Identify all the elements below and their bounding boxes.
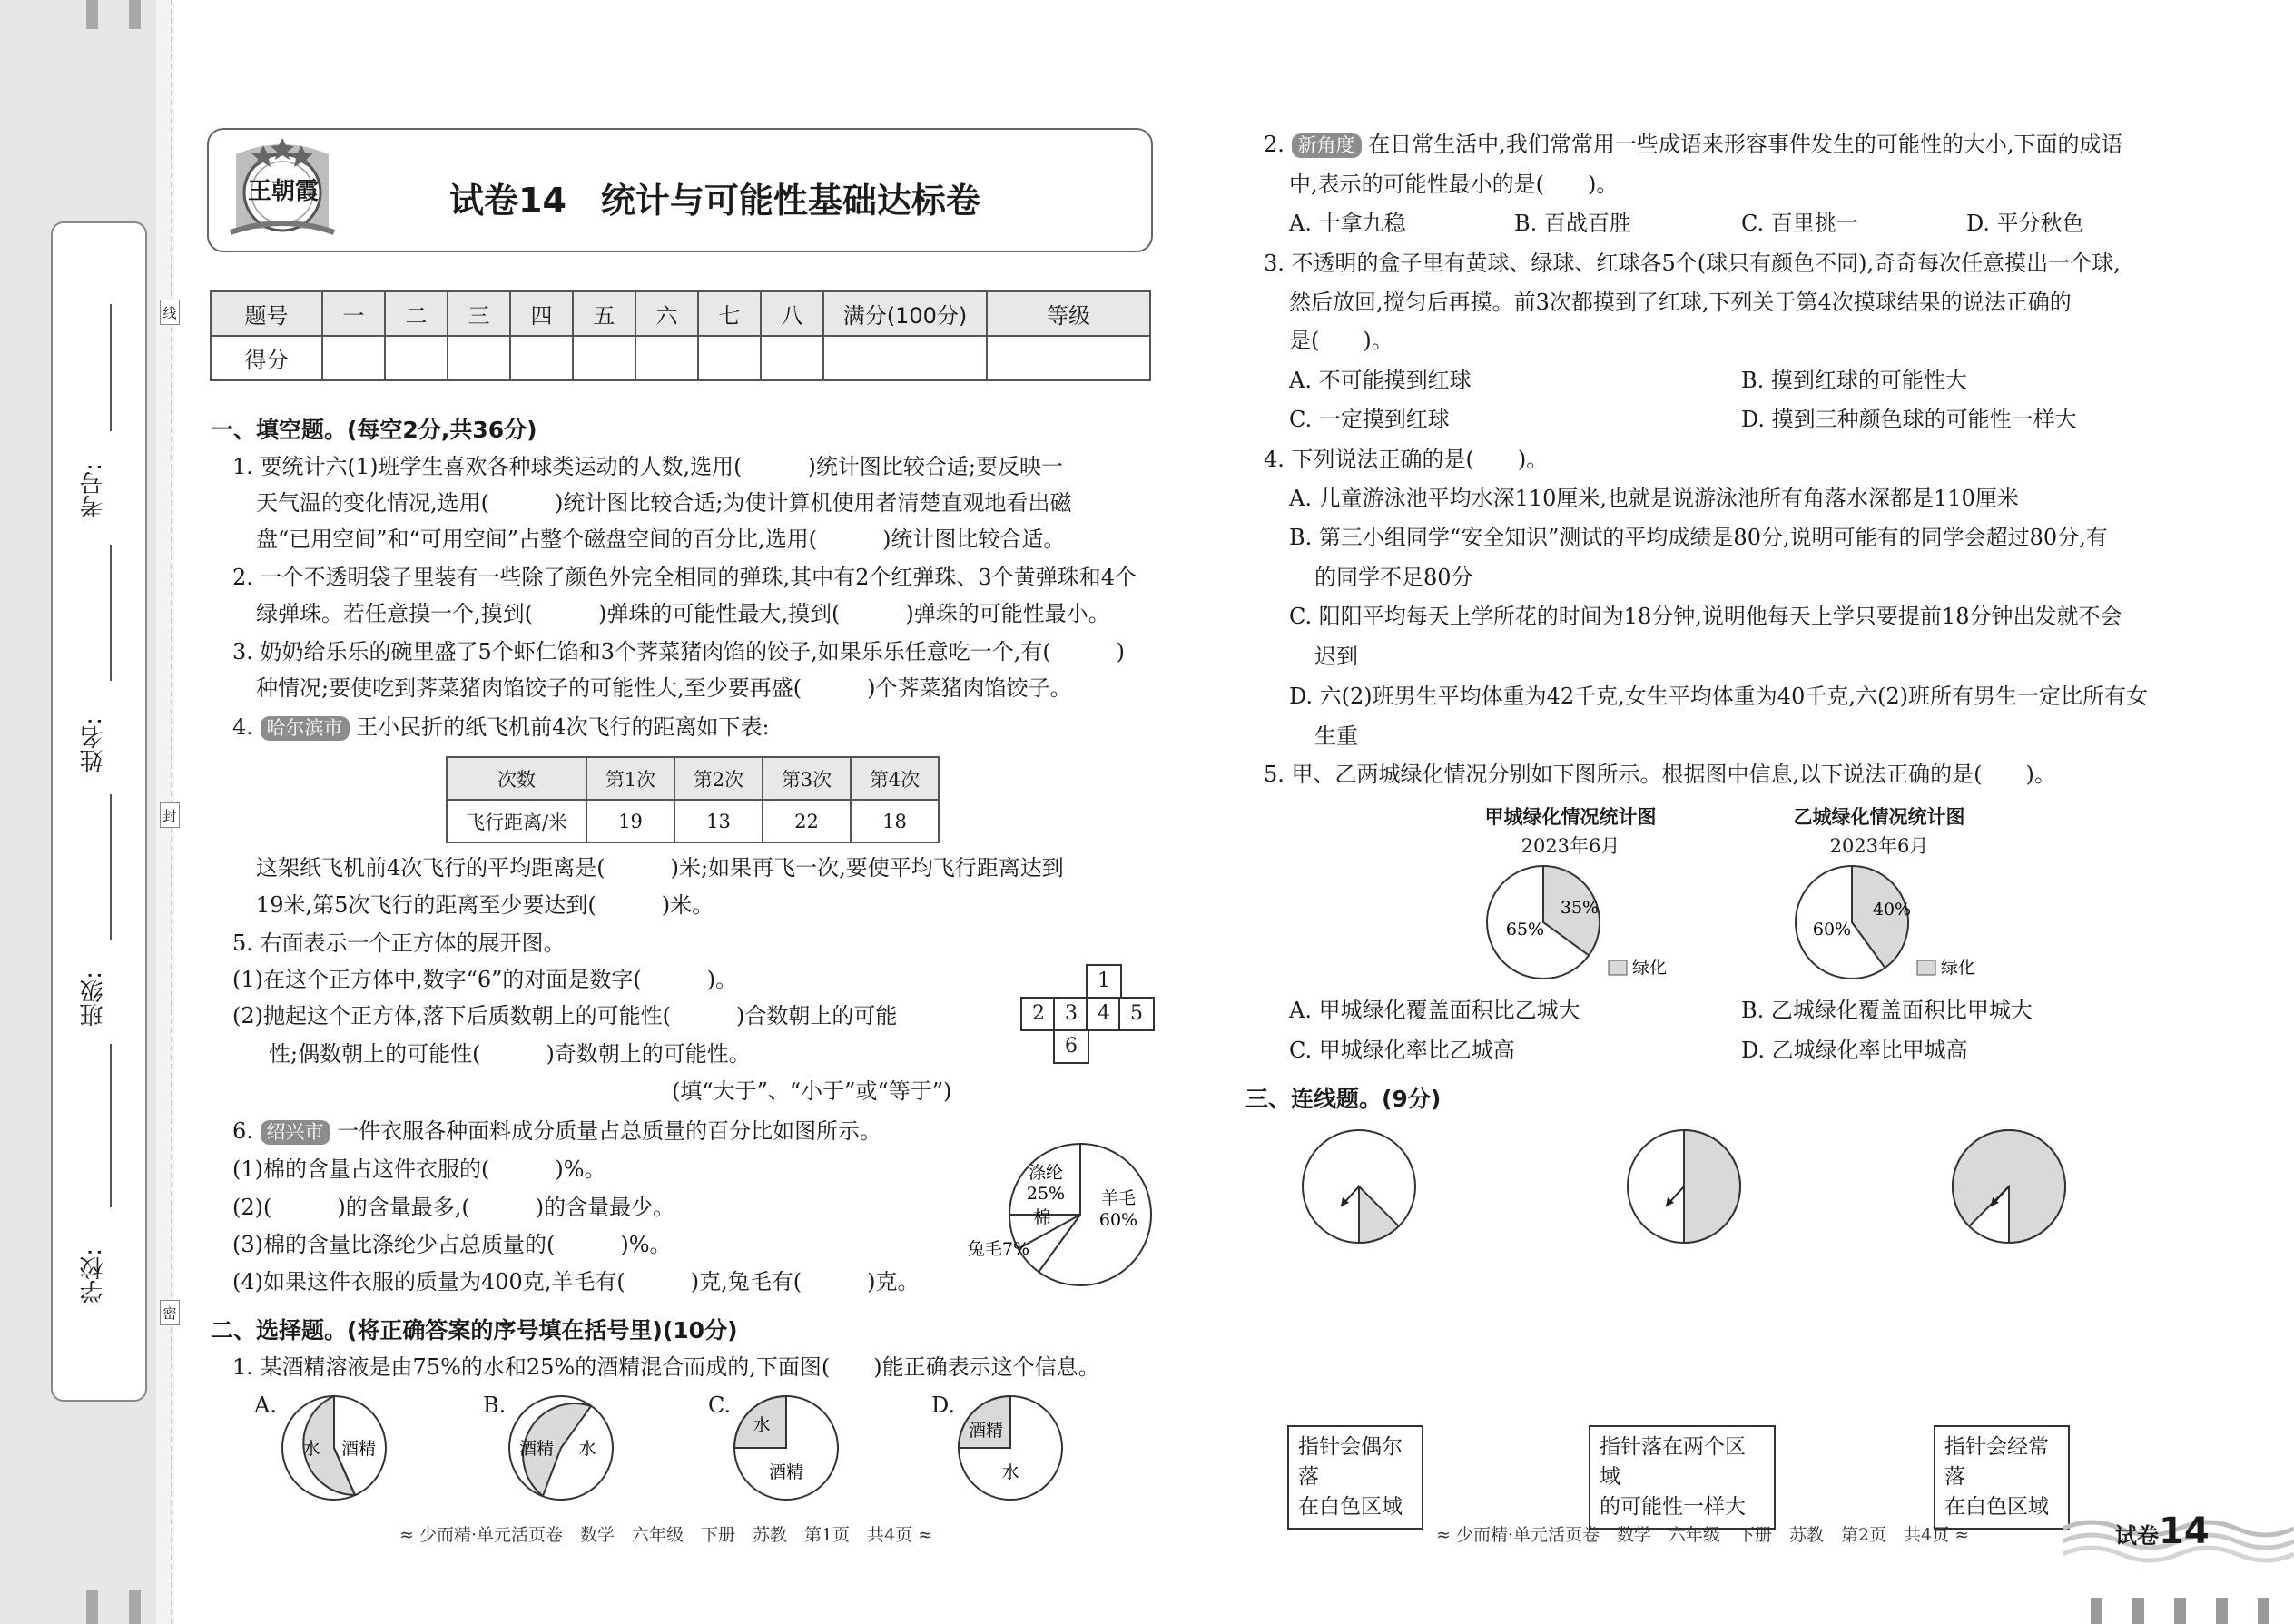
fabric-pie-chart <box>962 1142 1162 1314</box>
net-cell: 2 <box>1020 997 1057 1031</box>
match-box-line: 在白色区域 <box>1298 1495 1403 1519</box>
q6-number: 6. <box>232 1118 253 1144</box>
q6-item: (4)如果这件衣服的质量为400克,羊毛有( )克,兔毛有( )克。 <box>232 1269 920 1294</box>
q6-text: 一件衣服各种面料成分质量占总质量的百分比如图所示。 <box>337 1118 882 1144</box>
q6-item: (2)( )的含量最多,( )的含量最少。 <box>232 1195 675 1220</box>
q5-line: (2)抛起这个正方体,落下后质数朝上的可能性( )合数朝上的可能 <box>232 1003 898 1029</box>
s2-q5-line: 5. 甲、乙两城绿化情况分别如下图所示。根据图中信息,以下说法正确的是( )。 <box>1264 762 2056 787</box>
section3-heading: 三、连线题。(9分) <box>1245 1086 1442 1112</box>
match-box-3[interactable] <box>1934 1425 2070 1530</box>
cut-mark-secret: 密 <box>160 1300 180 1325</box>
option-letter-b: B. <box>483 1393 507 1418</box>
region-tag: 绍兴市 <box>261 1120 330 1145</box>
q4-number: 4. <box>232 714 253 740</box>
legend-label: 绿化 <box>1941 958 1976 978</box>
q1-line: 1. 要统计六(1)班学生喜欢各种球类运动的人数,选用( )统计图比较合适;要反映一 <box>232 454 1063 479</box>
school-field[interactable] <box>110 1044 112 1207</box>
flight-table <box>446 756 940 843</box>
score-header-cell: 七 <box>698 291 761 336</box>
q2-text: 在日常生活中,我们常常用一些成语来形容事件发生的可能性的大小,下面的成语 <box>1368 132 2123 157</box>
new-angle-tag: 新角度 <box>1292 133 1362 158</box>
edge-mark <box>86 0 98 29</box>
q4-line: 19米,第5次飞行的距离至少要达到( )米。 <box>256 892 714 918</box>
chart-title-b: 乙城绿化情况统计图 <box>1793 806 1965 828</box>
net-cell: 5 <box>1118 997 1155 1031</box>
score-header-cell: 四 <box>510 291 573 336</box>
q2-option: C. 百里挑一 <box>1741 211 1858 236</box>
name-field[interactable] <box>110 545 112 681</box>
region-tag: 哈尔滨市 <box>261 716 350 741</box>
q5-line: (1)在这个正方体中,数字“6”的对面是数字( )。 <box>232 967 738 992</box>
name-label: 姓名: <box>80 717 107 773</box>
class-field[interactable] <box>110 794 112 940</box>
score-table <box>210 290 1151 381</box>
edge-mark <box>129 0 141 29</box>
flight-header: 第2次 <box>674 757 763 800</box>
q5-option: D. 乙城绿化率比甲城高 <box>1741 1038 1968 1063</box>
exam-number-label: 考号: <box>80 463 107 518</box>
footer-left: ≈ 少而精·单元活页卷 数学 六年级 下册 苏教 第1页 共4页 ≈ <box>399 1525 933 1545</box>
option-letter-a: A. <box>254 1393 277 1418</box>
q2-line: 2. 一个不透明袋子里装有一些除了颜色外完全相同的弹珠,其中有2个红弹珠、3个黄弹珠和4个 <box>232 565 1137 590</box>
q4-line <box>232 716 770 741</box>
net-cell: 3 <box>1053 997 1089 1031</box>
match-box-line: 在白色区域 <box>1944 1495 2049 1519</box>
net-cell: 6 <box>1053 1029 1089 1064</box>
match-box-1[interactable] <box>1287 1425 1423 1530</box>
q5-option: C. 甲城绿化率比乙城高 <box>1289 1038 1515 1063</box>
option-b-pie <box>504 1391 618 1505</box>
q5-line: 性;偶数朝上的可能性( )奇数朝上的可能性。 <box>269 1041 751 1067</box>
score-cell[interactable] <box>573 336 635 380</box>
chart-title-a: 甲城绿化情况统计图 <box>1484 806 1657 828</box>
score-header-cell: 题号 <box>211 291 322 336</box>
edge-mark <box>2132 1598 2144 1624</box>
q4-option: A. 儿童游泳池平均水深110厘米,也就是说游泳池所有角落水深都是110厘米 <box>1289 486 2019 511</box>
q2-option: A. 十拿九稳 <box>1289 211 1406 236</box>
edge-mark <box>86 1590 98 1624</box>
chart-subtitle-a: 2023年6月 <box>1521 835 1620 857</box>
flight-header: 第3次 <box>763 757 851 800</box>
s2-q3-line: 3. 不透明的盒子里有黄球、绿球、红球各5个(球只有颜色不同),奇奇每次任意摸出一个球, <box>1264 251 2121 276</box>
q4-option: D. 六(2)班男生平均体重为42千克,女生平均体重为40千克,六(2)班所有男生一定比所有女 <box>1289 684 2148 709</box>
pie-label-alcohol: 酒精 <box>340 1439 377 1459</box>
score-cell[interactable] <box>761 336 823 380</box>
legend-swatch <box>1917 960 1935 975</box>
edge-mark <box>2091 1598 2102 1624</box>
q4-option: 生重 <box>1314 723 1358 749</box>
q3-option: B. 摸到红球的可能性大 <box>1741 368 1967 393</box>
score-header-cell: 六 <box>635 291 698 336</box>
option-a-pie <box>277 1391 391 1505</box>
pie-label-water: 水 <box>578 1439 596 1459</box>
score-header-cell: 满分(100分) <box>823 291 987 336</box>
score-cell[interactable] <box>510 336 573 380</box>
flight-header: 第1次 <box>586 757 674 800</box>
pie-label-rabbit: 兔毛7% <box>967 1239 1030 1259</box>
spinner-3 <box>1948 1126 2070 1247</box>
pie-label-water: 水 <box>753 1415 771 1435</box>
q6-line <box>232 1120 881 1145</box>
edge-mark <box>2174 1598 2186 1624</box>
match-box-line: 的可能性一样大 <box>1600 1495 1746 1519</box>
paper-label: 试卷 <box>2115 1523 2159 1549</box>
city-b-pie-chart <box>1794 859 2003 986</box>
score-cell[interactable] <box>322 336 385 380</box>
score-cell[interactable] <box>698 336 761 380</box>
q5-note: (填“大于”、“小于”或“等于”) <box>672 1078 952 1104</box>
s2-q2-line <box>1264 133 2122 158</box>
chart-subtitle-b: 2023年6月 <box>1829 835 1929 857</box>
page-title: 试卷14 统计与可能性基础达标卷 <box>449 181 980 221</box>
q1-line: 天气温的变化情况,选用( )统计图比较合适;为使计算机使用者清楚直观地看出磁 <box>256 490 1072 516</box>
legend-swatch <box>1609 960 1627 975</box>
score-cell[interactable] <box>635 336 698 380</box>
s2-q1-line: 1. 某酒精溶液是由75%的水和25%的酒精混合而成的,下面图( )能正确表示这个信息。 <box>232 1354 1100 1380</box>
city-a-pie-chart <box>1485 859 1694 986</box>
q6-item: (1)棉的含量占这件衣服的( )%。 <box>232 1156 606 1182</box>
s2-q3-line: 是( )。 <box>1289 328 1393 353</box>
match-box-line: 指针会偶尔落 <box>1298 1435 1403 1489</box>
flight-header: 第4次 <box>851 757 939 800</box>
flight-value: 13 <box>674 800 763 842</box>
section2-heading: 二、选择题。(将正确答案的序号填在括号里)(10分) <box>211 1317 738 1343</box>
pie-label-alcohol: 酒精 <box>968 1421 1004 1441</box>
score-cell[interactable] <box>385 336 448 380</box>
score-cell[interactable] <box>987 336 1150 380</box>
city-a-other-label: 65% <box>1505 920 1545 940</box>
net-cell: 4 <box>1086 997 1122 1031</box>
q4-option: B. 第三小组同学“安全知识”测试的平均成绩是80分,说明可能有的同学会超过80分,有 <box>1289 525 2108 550</box>
option-d-pie <box>953 1391 1068 1505</box>
q3-line: 种情况;要使吃到荠菜猪肉馅饺子的可能性大,至少要再盛( )个荠菜猪肉馅饺子。 <box>256 675 1072 701</box>
q2-line: 绿弹珠。若任意摸一个,摸到( )弹珠的可能性最大,摸到( )弹珠的可能性最小。 <box>256 601 1110 626</box>
q5-option: A. 甲城绿化覆盖面积比乙城大 <box>1289 998 1580 1023</box>
paper-number: 14 <box>2159 1511 2210 1552</box>
s2-q4-line: 4. 下列说法正确的是( )。 <box>1264 447 1549 472</box>
match-box-line: 指针落在两个区域 <box>1600 1435 1746 1489</box>
s2-q2-line: 中,表示的可能性最小的是( )。 <box>1289 172 1619 197</box>
student-info-panel <box>51 221 147 1402</box>
score-header-cell: 等级 <box>987 291 1150 336</box>
city-b-other-label: 60% <box>1812 920 1852 940</box>
score-row-label: 得分 <box>211 336 322 380</box>
exam-number-field[interactable] <box>110 304 112 431</box>
spinner-2 <box>1623 1126 1745 1247</box>
score-cell[interactable] <box>448 336 510 380</box>
flight-row-label: 飞行距离/米 <box>447 800 586 842</box>
q5-option: B. 乙城绿化覆盖面积比甲城大 <box>1741 998 2033 1023</box>
edge-mark <box>2216 1598 2228 1624</box>
score-header-cell: 三 <box>448 291 510 336</box>
pie-label-alcohol: 酒精 <box>768 1462 804 1482</box>
q2-option: B. 百战百胜 <box>1514 211 1631 236</box>
city-b-green-label: 40% <box>1872 900 1912 920</box>
pie-label-water: 水 <box>1001 1462 1019 1482</box>
net-cell: 1 <box>1086 964 1122 999</box>
q4-text: 王小民折的纸飞机前4次飞行的距离如下表: <box>356 714 770 740</box>
q3-option: C. 一定摸到红球 <box>1289 407 1450 432</box>
legend-label: 绿化 <box>1632 958 1668 978</box>
flight-value: 18 <box>851 800 939 842</box>
pie-label-cotton: 棉 <box>1033 1207 1051 1227</box>
match-box-line: 指针会经常落 <box>1944 1435 2049 1489</box>
pie-label-wool-pct: 60% <box>1098 1210 1138 1230</box>
spinner-1 <box>1298 1126 1420 1247</box>
q3-line: 3. 奶奶给乐乐的碗里盛了5个虾仁馅和3个荠菜猪肉馅的饺子,如果乐乐任意吃一个,有( ) <box>232 639 1126 664</box>
pie-label-polyester: 涤纶 <box>1028 1163 1064 1183</box>
paper-number-label <box>2115 1511 2210 1552</box>
cut-mark-seal: 封 <box>160 802 180 828</box>
pie-label-alcohol: 酒精 <box>518 1439 555 1459</box>
flight-value: 22 <box>763 800 851 842</box>
q4-option: 迟到 <box>1314 644 1358 669</box>
q2-option: D. 平分秋色 <box>1966 211 2084 236</box>
pie-label-wool: 羊毛 <box>1100 1188 1137 1208</box>
pie-label-water: 水 <box>302 1439 320 1459</box>
flight-header: 次数 <box>447 757 586 800</box>
score-header-cell: 五 <box>573 291 635 336</box>
q3-option: A. 不可能摸到红球 <box>1289 368 1472 393</box>
score-header-cell: 二 <box>385 291 448 336</box>
pie-label-polyester-pct: 25% <box>1026 1184 1066 1204</box>
q5-line: 5. 右面表示一个正方体的展开图。 <box>232 930 566 956</box>
cut-mark-line: 线 <box>160 300 180 325</box>
footer-right: ≈ 少而精·单元活页卷 数学 六年级 下册 苏教 第2页 共4页 ≈ <box>1436 1525 1970 1545</box>
option-letter-d: D. <box>931 1393 956 1418</box>
q2-number: 2. <box>1264 132 1285 157</box>
match-box-2[interactable] <box>1589 1425 1776 1530</box>
edge-mark <box>2258 1598 2269 1624</box>
score-header-cell: 八 <box>761 291 823 336</box>
flight-value: 19 <box>586 800 674 842</box>
school-label: 学校: <box>80 1248 107 1304</box>
q6-item: (3)棉的含量比涤纶少占总质量的( )%。 <box>232 1232 672 1257</box>
s2-q3-line: 然后放回,搅匀后再摸。前3次都摸到了红球,下列关于第4次摸球结果的说法正确的 <box>1289 290 2072 315</box>
q3-option: D. 摸到三种颜色球的可能性一样大 <box>1741 407 2077 432</box>
option-c-pie <box>729 1391 843 1505</box>
q4-option: C. 阳阳平均每天上学所花的时间为18分钟,说明他每天上学只要提前18分钟出发就不会 <box>1289 604 2122 629</box>
q4-line: 这架纸飞机前4次飞行的平均距离是( )米;如果再飞一次,要使平均飞行距离达到 <box>256 855 1064 881</box>
edge-mark <box>129 1590 141 1624</box>
city-a-green-label: 35% <box>1560 898 1600 918</box>
option-letter-c: C. <box>708 1393 732 1418</box>
spinner-shaded <box>1684 1130 1740 1243</box>
score-header-cell: 一 <box>322 291 385 336</box>
class-label: 班级: <box>80 971 107 1027</box>
q1-line: 盘“已用空间”和“可用空间”占整个磁盘空间的百分比,选用( )统计图比较合适。 <box>256 527 1066 552</box>
q4-option: 的同学不足80分 <box>1314 565 1473 590</box>
logo-text: 王朝霞 <box>247 178 319 205</box>
score-cell[interactable] <box>823 336 987 380</box>
section1-heading: 一、填空题。(每空2分,共36分) <box>211 417 537 443</box>
